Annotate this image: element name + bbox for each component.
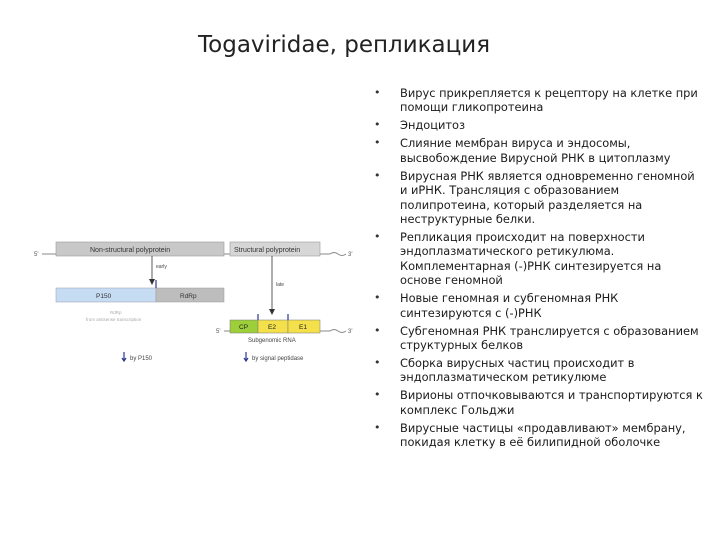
list-item [374,169,704,227]
bullet-dot-icon: • [374,86,381,99]
bullet-list [374,86,704,453]
early-label: early [156,264,167,270]
subgenomic-label: Subgenomic RNA [248,338,296,344]
bullet-text: Репликация происходит на поверхности эндоплазматического ретикулюма. Комплементарная (-)РНК синтезируется на основе геномной [400,230,662,288]
list-item [374,421,704,450]
bullet-dot-icon: • [374,118,381,132]
five-prime-bottom: 5' [216,329,221,335]
bullet-dot-icon: • [374,420,381,434]
list-item [374,356,704,385]
p150-label: P150 [96,293,112,300]
early-arrowhead [149,279,155,285]
subgenomic-tail [330,330,346,333]
list-item [374,324,704,353]
rdrp-label: RdRp [180,293,197,300]
bullet-text: Вирусная РНК является одновременно геномной и иРНК. Трансляция с образованием полипротеина, который разделяется на неструктурные белки. [400,168,695,227]
bullet-dot-icon: • [374,168,381,182]
bullet-dot-icon: • [374,136,381,150]
late-arrowhead [269,309,275,315]
legend-p150-arrow-icon [122,352,126,361]
bullet-text: Вирусные частицы «продавливают» мембрану, покидая клетку в её билипидной оболочке [400,420,686,450]
bullet-text: Субгеномная РНК транслируется с образованием структурных белков [400,323,699,353]
bullet-text: Эндоцитоз [400,118,466,133]
faint-label-2: from antisense transcription [86,317,142,322]
structural-label: Structural polyprotein [234,247,301,254]
list-item [374,388,704,417]
bullet-dot-icon: • [374,323,381,337]
bullet-dot-icon: • [374,291,381,305]
legend-peptidase-arrow-icon [244,352,248,361]
slide-title: Togaviridae, репликация [198,32,491,58]
list-item [374,86,704,115]
bullet-dot-icon: • [374,230,381,244]
list-item [374,136,704,165]
bullet-text: Новые геномная и субгеномная РНК синтезируются с (-)РНК [400,291,619,320]
bullet-text: Слияние мембран вируса и эндосомы, высвобождение Вирусной РНК в цитоплазму [400,136,671,165]
faint-label-1: RdRp [110,310,122,315]
late-label: late [276,282,285,288]
nonstructural-label: Non-structural polyprotein [90,247,171,254]
legend-peptidase-label: by signal peptidase [252,356,304,362]
list-item [374,291,704,320]
bullet-text: Вирионы отпочковываются и транспортируются к комплекс Гольджи [400,388,703,417]
three-prime-top: 3' [348,252,353,258]
cp-label: CP [239,324,249,331]
bullet-text: Вирус прикрепляется к рецептору на клетке при помощи гликопротеина [400,86,698,115]
legend-p150-label: by P150 [130,356,153,362]
list-item [374,230,704,288]
list-item [374,118,704,132]
e2-label: E2 [268,324,276,331]
five-prime-top: 5' [34,252,39,258]
replication-diagram [30,232,360,372]
bullet-dot-icon: • [374,356,381,370]
genome-tail [330,253,346,256]
bullet-dot-icon: • [374,388,381,402]
e1-label: E1 [299,324,307,331]
three-prime-bottom: 3' [348,329,353,335]
bullet-text: Сборка вирусных частиц происходит в эндоплазматическом ретикулюме [400,356,635,385]
